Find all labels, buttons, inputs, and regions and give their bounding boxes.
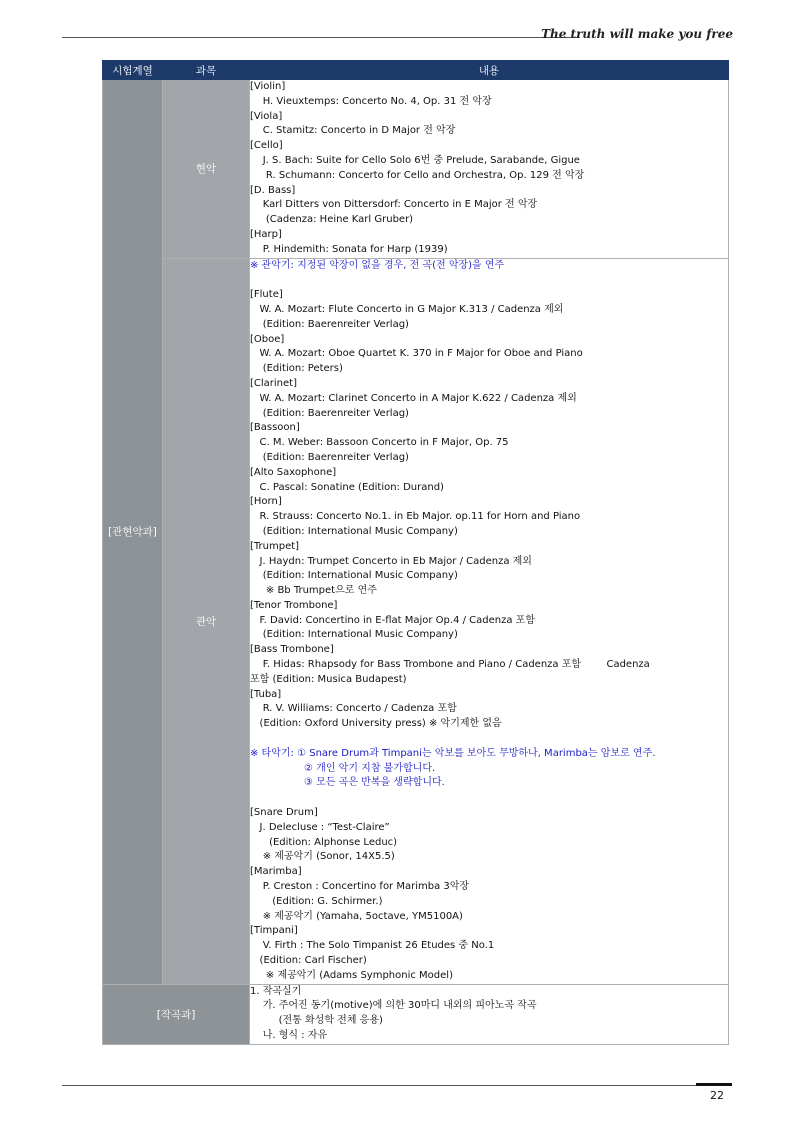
list-item: [Horn] xyxy=(250,496,282,508)
composition-content xyxy=(250,984,729,1044)
list-item: [Violin] xyxy=(250,81,286,92)
list-item: V. Firth : The Solo Timpanist 26 Etudes 중 No.1 xyxy=(250,940,495,952)
header-rule xyxy=(62,37,580,38)
list-item: [Flute] xyxy=(250,289,283,301)
list-item: W. A. Mozart: Flute Concerto in G Major K.313 / Cadenza 제외 xyxy=(250,303,564,315)
list-item: 가. 주어진 동기(motive)에 의한 30마디 내외의 피아노곡 작곡 xyxy=(250,1000,537,1012)
list-item: [Tenor Trombone] xyxy=(250,599,338,611)
list-item: (Edition: International Music Company) xyxy=(250,525,458,537)
list-item: J. Delecluse : “Test-Claire” xyxy=(250,821,390,833)
list-item: [Snare Drum] xyxy=(250,807,318,819)
list-item: [Trumpet] xyxy=(250,540,300,552)
winds-content xyxy=(250,258,729,984)
list-item: C. Stamitz: Concerto in D Major 전 악장 xyxy=(250,125,456,137)
list-item: F. David: Concertino in E-flat Major Op.4 / Cadenza 포함 xyxy=(250,614,535,626)
header-subject: 과목 xyxy=(163,61,250,80)
list-item: P. Hindemith: Sonata for Harp (1939) xyxy=(250,243,448,255)
exam-content-table xyxy=(102,60,729,1045)
category-orchestra: [관현악과] xyxy=(103,80,163,985)
list-item: (Edition: Oxford University press) ※ 악기제한 없음 xyxy=(250,718,502,730)
list-item: 1. 작곡실기 xyxy=(250,985,302,997)
list-item: (Edition: Carl Fischer) xyxy=(250,955,367,967)
footer-page-bar xyxy=(696,1083,732,1086)
list-item: H. Vieuxtemps: Concerto No. 4, Op. 31 전 악장 xyxy=(250,95,492,107)
percussion-note: ※ 타악기: ① Snare Drum과 Timpani는 악보를 보아도 무방하나, Marimba는 암보로 연주. xyxy=(250,747,656,759)
list-item: [Harp] xyxy=(250,228,282,240)
list-item: (Edition: G. Schirmer.) xyxy=(250,895,383,907)
percussion-note: ② 개인 악기 지참 불가합니다. xyxy=(250,762,436,774)
list-item: W. A. Mozart: Clarinet Concerto in A Major K.622 / Cadenza 제외 xyxy=(250,392,577,404)
table-header-row xyxy=(103,61,729,80)
list-item: C. M. Weber: Bassoon Concerto in F Major, Op. 75 xyxy=(250,437,509,449)
list-item: F. Hidas: Rhapsody for Bass Trombone and Piano / Cadenza 포함 Cadenza xyxy=(250,659,650,671)
percussion-note: ③ 모든 곡은 반복을 생략합니다. xyxy=(250,777,445,789)
subject-strings: 현악 xyxy=(163,80,250,259)
table-row xyxy=(103,80,729,259)
list-item: (Edition: Baerenreiter Verlag) xyxy=(250,407,409,419)
list-item: [Clarinet] xyxy=(250,377,297,389)
list-item: [Tuba] xyxy=(250,688,282,700)
list-item: J. S. Bach: Suite for Cello Solo 6번 중 Prelude, Sarabande, Gigue xyxy=(250,154,580,166)
list-item: (Edition: Alphonse Leduc) xyxy=(250,836,398,848)
list-item: Karl Ditters von Dittersdorf: Concerto in E Major 전 악장 xyxy=(250,199,538,211)
list-item: ※ 제공악기 (Sonor, 14X5.5) xyxy=(250,851,395,863)
list-item: [Bass Trombone] xyxy=(250,644,334,656)
spacer xyxy=(250,273,728,288)
list-item: [Cello] xyxy=(250,140,283,152)
table-row xyxy=(103,258,729,984)
list-item: [Alto Saxophone] xyxy=(250,466,337,478)
list-item: (Edition: International Music Company) xyxy=(250,570,458,582)
list-item: ※ 제공악기 (Adams Symphonic Model) xyxy=(250,969,453,981)
list-item: [Viola] xyxy=(250,110,283,122)
footer-rule xyxy=(62,1085,732,1086)
list-item: (전통 화성학 전체 응용) xyxy=(250,1015,383,1027)
list-item: ※ 제공악기 (Yamaha, 5octave, YM5100A) xyxy=(250,910,463,922)
list-item: [Timpani] xyxy=(250,925,298,937)
list-item: [Marimba] xyxy=(250,866,302,878)
list-item: P. Creston : Concertino for Marimba 3악장 xyxy=(250,881,470,893)
list-item: (Edition: International Music Company) xyxy=(250,629,458,641)
list-item: (Edition: Baerenreiter Verlag) xyxy=(250,451,409,463)
subject-winds: 관악 xyxy=(163,258,250,984)
list-item: 포함 (Edition: Musica Budapest) xyxy=(250,673,407,685)
list-item: ※ Bb Trumpet으로 연주 xyxy=(250,585,377,597)
strings-content xyxy=(250,80,729,259)
list-item: (Edition: Baerenreiter Verlag) xyxy=(250,318,409,330)
list-item: R. Schumann: Concerto for Cello and Orchestra, Op. 129 전 악장 xyxy=(250,169,585,181)
table-row xyxy=(103,984,729,1044)
list-item: R. V. Williams: Concerto / Cadenza 포함 xyxy=(250,703,457,715)
header-category: 시험계열 xyxy=(103,61,163,80)
list-item: [Oboe] xyxy=(250,333,285,345)
list-item: (Edition: Peters) xyxy=(250,363,343,375)
list-item: [D. Bass] xyxy=(250,184,296,196)
list-item: (Cadenza: Heine Karl Gruber) xyxy=(250,214,414,226)
page-number: 22 xyxy=(710,1089,724,1102)
list-item: 나. 형식 : 자유 xyxy=(250,1030,328,1041)
spacer xyxy=(250,732,728,747)
winds-note: ※ 관악기: 지정된 악장이 없을 경우, 전 곡(전 악장)을 연주 xyxy=(250,259,505,271)
list-item: C. Pascal: Sonatine (Edition: Durand) xyxy=(250,481,444,493)
list-item: W. A. Mozart: Oboe Quartet K. 370 in F Major for Oboe and Piano xyxy=(250,348,583,360)
header-content: 내용 xyxy=(250,61,729,80)
list-item: [Bassoon] xyxy=(250,422,300,434)
category-composition: [작곡과] xyxy=(103,984,250,1044)
list-item: R. Strauss: Concerto No.1. in Eb Major. op.11 for Horn and Piano xyxy=(250,511,581,523)
list-item: J. Haydn: Trumpet Concerto in Eb Major / Cadenza 제외 xyxy=(250,555,532,567)
spacer xyxy=(250,791,728,806)
header-motto: The truth will make you free xyxy=(541,27,733,41)
